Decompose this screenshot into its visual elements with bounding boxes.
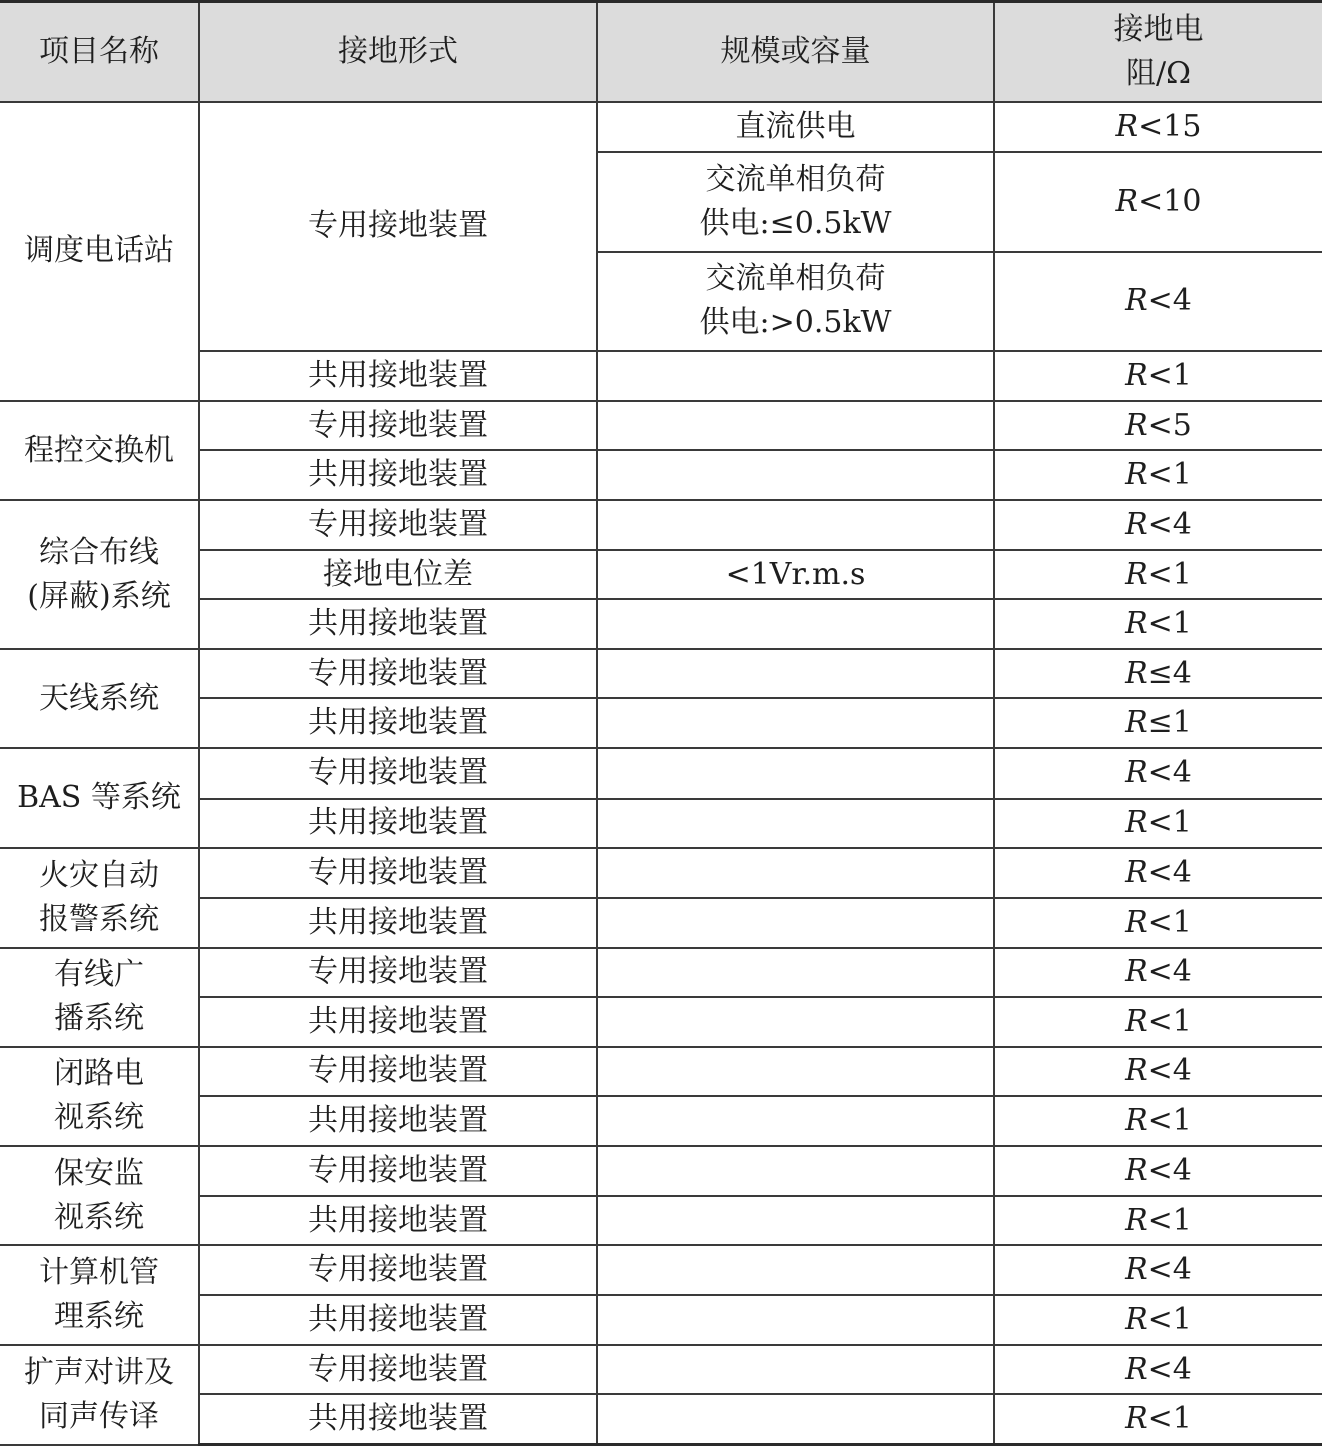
resistance-cell bbox=[994, 898, 1322, 948]
resistance-cell bbox=[994, 1394, 1322, 1444]
item-cell: 保安监 视系统 bbox=[0, 1146, 199, 1245]
resistance-cell bbox=[994, 948, 1322, 997]
form-cell: 专用接地装置 bbox=[199, 649, 597, 698]
resistance-symbol: R bbox=[1125, 457, 1148, 493]
form-cell: 共用接地装置 bbox=[199, 1394, 597, 1444]
table-row bbox=[0, 102, 1322, 152]
resistance-cell bbox=[994, 1196, 1322, 1245]
table-row bbox=[0, 1196, 1322, 1245]
table-row bbox=[0, 948, 1322, 997]
item-cell: 有线广 播系统 bbox=[0, 948, 199, 1047]
resistance-symbol: R bbox=[1125, 755, 1148, 791]
resistance-cell bbox=[994, 1295, 1322, 1345]
resistance-value: <4 bbox=[1147, 1053, 1192, 1089]
scale-cell bbox=[597, 1295, 994, 1345]
table-row bbox=[0, 1047, 1322, 1096]
form-cell: 专用接地装置 bbox=[199, 1047, 597, 1096]
header-grounding-form: 接地形式 bbox=[199, 2, 597, 102]
table-row bbox=[0, 748, 1322, 798]
resistance-cell bbox=[994, 1096, 1322, 1146]
form-cell: 共用接地装置 bbox=[199, 799, 597, 848]
scale-cell: 交流单相负荷 供电:≤0.5kW bbox=[597, 152, 994, 252]
resistance-value: <10 bbox=[1138, 183, 1202, 219]
resistance-cell bbox=[994, 401, 1322, 450]
resistance-value: <1 bbox=[1147, 1102, 1192, 1138]
resistance-cell bbox=[994, 748, 1322, 798]
scale-cell bbox=[597, 649, 994, 698]
resistance-cell bbox=[994, 102, 1322, 152]
resistance-value: <4 bbox=[1147, 854, 1192, 890]
resistance-symbol: R bbox=[1115, 108, 1139, 144]
resistance-value: <1 bbox=[1147, 1401, 1192, 1437]
resistance-cell bbox=[994, 500, 1322, 550]
form-cell: 专用接地装置 bbox=[199, 848, 597, 898]
table-row bbox=[0, 450, 1322, 500]
scale-cell bbox=[597, 848, 994, 898]
resistance-value: ≤1 bbox=[1147, 705, 1192, 741]
scale-cell: <1Vr.m.s bbox=[597, 550, 994, 599]
item-cell: 综合布线 (屏蔽)系统 bbox=[0, 500, 199, 649]
resistance-symbol: R bbox=[1125, 1152, 1148, 1188]
resistance-cell bbox=[994, 252, 1322, 351]
resistance-value: <4 bbox=[1147, 1152, 1192, 1188]
resistance-symbol: R bbox=[1125, 407, 1148, 443]
table-row bbox=[0, 599, 1322, 649]
scale-cell bbox=[597, 401, 994, 450]
scale-cell bbox=[597, 450, 994, 500]
resistance-value: <1 bbox=[1147, 1003, 1192, 1039]
table-row bbox=[0, 649, 1322, 698]
resistance-symbol: R bbox=[1125, 954, 1148, 990]
resistance-symbol: R bbox=[1125, 1053, 1148, 1089]
resistance-symbol: R bbox=[1125, 1003, 1148, 1039]
scale-cell: 直流供电 bbox=[597, 102, 994, 152]
resistance-value: <15 bbox=[1138, 108, 1202, 144]
resistance-cell bbox=[994, 799, 1322, 848]
resistance-symbol: R bbox=[1125, 1401, 1148, 1437]
table-row bbox=[0, 898, 1322, 948]
resistance-value: <1 bbox=[1147, 1202, 1192, 1238]
resistance-value: <4 bbox=[1147, 954, 1192, 990]
resistance-symbol: R bbox=[1125, 507, 1148, 543]
scale-cell bbox=[597, 1096, 994, 1146]
form-cell: 共用接地装置 bbox=[199, 1295, 597, 1345]
scale-cell bbox=[597, 1245, 994, 1295]
form-cell: 专用接地装置 bbox=[199, 401, 597, 450]
form-cell: 专用接地装置 bbox=[199, 1146, 597, 1196]
resistance-value: ≤4 bbox=[1147, 655, 1192, 691]
form-cell: 共用接地装置 bbox=[199, 698, 597, 748]
resistance-cell bbox=[994, 848, 1322, 898]
header-item-name: 项目名称 bbox=[0, 2, 199, 102]
form-cell: 共用接地装置 bbox=[199, 898, 597, 948]
item-cell: 计算机管 理系统 bbox=[0, 1245, 199, 1345]
resistance-cell bbox=[994, 997, 1322, 1047]
form-cell: 专用接地装置 bbox=[199, 748, 597, 798]
scale-cell bbox=[597, 500, 994, 550]
form-cell: 共用接地装置 bbox=[199, 351, 597, 401]
table-row bbox=[0, 1295, 1322, 1345]
resistance-cell bbox=[994, 599, 1322, 649]
scale-cell bbox=[597, 748, 994, 798]
scale-cell: 交流单相负荷 供电:>0.5kW bbox=[597, 252, 994, 351]
scale-cell bbox=[597, 599, 994, 649]
resistance-symbol: R bbox=[1125, 1302, 1148, 1338]
resistance-value: <4 bbox=[1147, 507, 1192, 543]
resistance-value: <4 bbox=[1147, 755, 1192, 791]
form-cell: 专用接地装置 bbox=[199, 1245, 597, 1295]
table-row bbox=[0, 799, 1322, 848]
resistance-cell bbox=[994, 450, 1322, 500]
table-row bbox=[0, 848, 1322, 898]
resistance-cell bbox=[994, 1047, 1322, 1096]
resistance-value: <4 bbox=[1147, 283, 1192, 319]
table-row bbox=[0, 351, 1322, 401]
form-cell: 共用接地装置 bbox=[199, 599, 597, 649]
resistance-symbol: R bbox=[1125, 904, 1148, 940]
resistance-symbol: R bbox=[1125, 854, 1148, 890]
table-row bbox=[0, 1394, 1322, 1444]
scale-cell bbox=[597, 1047, 994, 1096]
header-resistance: 接地电 阻/Ω bbox=[994, 2, 1322, 102]
resistance-value: <1 bbox=[1147, 457, 1192, 493]
item-cell: 调度电话站 bbox=[0, 102, 199, 401]
resistance-value: <1 bbox=[1147, 556, 1192, 592]
resistance-value: <4 bbox=[1147, 1252, 1192, 1288]
resistance-symbol: R bbox=[1115, 183, 1139, 219]
resistance-cell bbox=[994, 1345, 1322, 1394]
scale-cell bbox=[597, 948, 994, 997]
form-cell: 专用接地装置 bbox=[199, 948, 597, 997]
scale-cell bbox=[597, 351, 994, 401]
resistance-cell bbox=[994, 351, 1322, 401]
table-row bbox=[0, 500, 1322, 550]
item-cell: 天线系统 bbox=[0, 649, 199, 748]
resistance-symbol: R bbox=[1125, 1351, 1148, 1387]
header-scale-capacity: 规模或容量 bbox=[597, 2, 994, 102]
form-cell: 专用接地装置 bbox=[199, 102, 597, 351]
resistance-value: <1 bbox=[1147, 805, 1192, 841]
resistance-symbol: R bbox=[1125, 283, 1148, 319]
scale-cell bbox=[597, 1345, 994, 1394]
resistance-symbol: R bbox=[1125, 705, 1148, 741]
table-row bbox=[0, 401, 1322, 450]
form-cell: 共用接地装置 bbox=[199, 1196, 597, 1245]
resistance-value: <1 bbox=[1147, 904, 1192, 940]
resistance-symbol: R bbox=[1125, 1202, 1148, 1238]
resistance-value: <1 bbox=[1147, 357, 1192, 393]
scale-cell bbox=[597, 1146, 994, 1196]
item-cell: BAS 等系统 bbox=[0, 748, 199, 847]
form-cell: 专用接地装置 bbox=[199, 1345, 597, 1394]
resistance-cell bbox=[994, 649, 1322, 698]
table-row bbox=[0, 550, 1322, 599]
resistance-value: <1 bbox=[1147, 606, 1192, 642]
scale-cell bbox=[597, 898, 994, 948]
scale-cell bbox=[597, 1196, 994, 1245]
resistance-cell bbox=[994, 550, 1322, 599]
resistance-symbol: R bbox=[1125, 556, 1148, 592]
resistance-value: <1 bbox=[1147, 1302, 1192, 1338]
item-cell: 闭路电 视系统 bbox=[0, 1047, 199, 1146]
resistance-cell bbox=[994, 698, 1322, 748]
resistance-cell bbox=[994, 1146, 1322, 1196]
resistance-cell bbox=[994, 1245, 1322, 1295]
table-row bbox=[0, 1146, 1322, 1196]
scale-cell bbox=[597, 698, 994, 748]
form-cell: 共用接地装置 bbox=[199, 450, 597, 500]
form-cell: 专用接地装置 bbox=[199, 500, 597, 550]
resistance-value: <5 bbox=[1147, 407, 1192, 443]
form-cell: 共用接地装置 bbox=[199, 1096, 597, 1146]
header-row bbox=[0, 2, 1322, 102]
resistance-symbol: R bbox=[1125, 606, 1148, 642]
resistance-symbol: R bbox=[1125, 357, 1148, 393]
resistance-symbol: R bbox=[1125, 655, 1148, 691]
resistance-symbol: R bbox=[1125, 1102, 1148, 1138]
table-row bbox=[0, 1096, 1322, 1146]
resistance-symbol: R bbox=[1125, 1252, 1148, 1288]
scale-cell bbox=[597, 997, 994, 1047]
item-cell: 火灾自动 报警系统 bbox=[0, 848, 199, 948]
scale-cell bbox=[597, 1394, 994, 1444]
scale-cell bbox=[597, 799, 994, 848]
item-cell: 扩声对讲及 同声传译 bbox=[0, 1345, 199, 1444]
resistance-cell bbox=[994, 152, 1322, 252]
item-cell: 程控交换机 bbox=[0, 401, 199, 500]
table-row bbox=[0, 997, 1322, 1047]
resistance-symbol: R bbox=[1125, 805, 1148, 841]
table-row bbox=[0, 1245, 1322, 1295]
resistance-value: <4 bbox=[1147, 1351, 1192, 1387]
form-cell: 接地电位差 bbox=[199, 550, 597, 599]
table-row bbox=[0, 698, 1322, 748]
form-cell: 共用接地装置 bbox=[199, 997, 597, 1047]
table-row bbox=[0, 1345, 1322, 1394]
